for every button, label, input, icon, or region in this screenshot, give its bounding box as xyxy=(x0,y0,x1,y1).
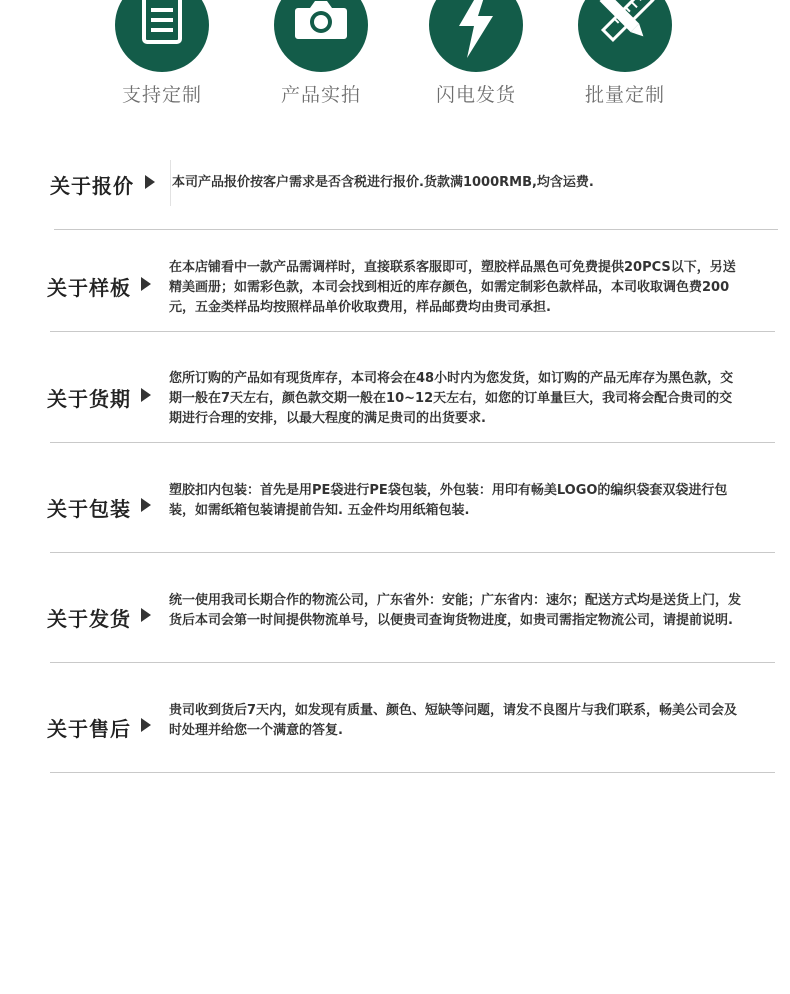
section-text: 贵司收到货后7天内，如发现有质量、颜色、短缺等问题，请发不良图片与我们联系，畅美公司会及时处理并给您一个满意的答复. xyxy=(169,703,738,738)
section-title: 关于售后 xyxy=(47,717,131,741)
feature-label: 闪电发货 xyxy=(435,84,516,106)
section-sample xyxy=(0,258,790,332)
arrow-right-icon xyxy=(141,388,151,402)
arrow-right-icon xyxy=(141,277,151,291)
lightning-icon xyxy=(429,0,523,72)
arrow-right-icon xyxy=(141,718,151,732)
divider xyxy=(50,552,775,553)
section-shipping xyxy=(0,591,790,663)
feature-label: 产品实拍 xyxy=(280,84,361,106)
divider xyxy=(50,772,775,773)
divider xyxy=(50,331,775,332)
feature-label: 批量定制 xyxy=(584,84,665,106)
section-title: 关于货期 xyxy=(47,387,131,411)
section-title: 关于样板 xyxy=(47,276,131,300)
section-packaging xyxy=(0,481,790,553)
section-text: 本司产品报价按客户需求是否含税进行报价.货款满1000RMB,均含运费. xyxy=(172,175,594,190)
section-text: 塑胶扣内包装：首先是用PE袋进行PE袋包装，外包装：用印有畅美LOGO的编织袋套双袋进行包装，如需纸箱包装请提前告知. 五金件均用纸箱包装. xyxy=(169,483,728,518)
arrow-right-icon xyxy=(141,608,151,622)
section-text: 您所订购的产品如有现货库存，本司将会在48小时内为您发货，如订购的产品无库存为黑色款，交期一般在7天左右，颜色款交期一般在10~12天左右，如您的订单量巨大，我司将会配合贵司的交期进行合理的安排，以最大程度的满足贵司的出货要求. xyxy=(169,371,734,426)
arrow-right-icon xyxy=(145,175,155,189)
section-text: 在本店铺看中一款产品需调样时，直接联系客服即可，塑胶样品黑色可免费提供20PCS以下，另送精美画册；如需彩色款，本司会找到相近的库存颜色，如需定制彩色款样品，本司收取调色费200元，五金类样品均按照样品单价收取费用，样品邮费均由贵司承担. xyxy=(169,260,736,315)
divider xyxy=(50,442,775,443)
divider xyxy=(54,229,778,230)
arrow-right-icon xyxy=(141,498,151,512)
section-text: 统一使用我司长期合作的物流公司，广东省外：安能；广东省内：速尔；配送方式均是送货上门，发货后本司会第一时间提供物流单号，以便贵司查询货物进度，如贵司需指定物流公司，请提前说明. xyxy=(169,593,742,628)
clipboard-icon xyxy=(115,0,209,72)
camera-icon xyxy=(274,0,368,72)
section-title: 关于发货 xyxy=(47,607,131,631)
section-after-sales xyxy=(0,701,790,773)
section-lead-time xyxy=(0,369,790,443)
divider xyxy=(50,662,775,663)
section-title: 关于报价 xyxy=(50,174,134,198)
feature-label: 支持定制 xyxy=(121,84,202,106)
ruler-pencil-icon xyxy=(578,0,672,72)
section-title: 关于包装 xyxy=(47,497,131,521)
section-quote xyxy=(0,160,790,230)
divider-vertical xyxy=(170,160,171,206)
